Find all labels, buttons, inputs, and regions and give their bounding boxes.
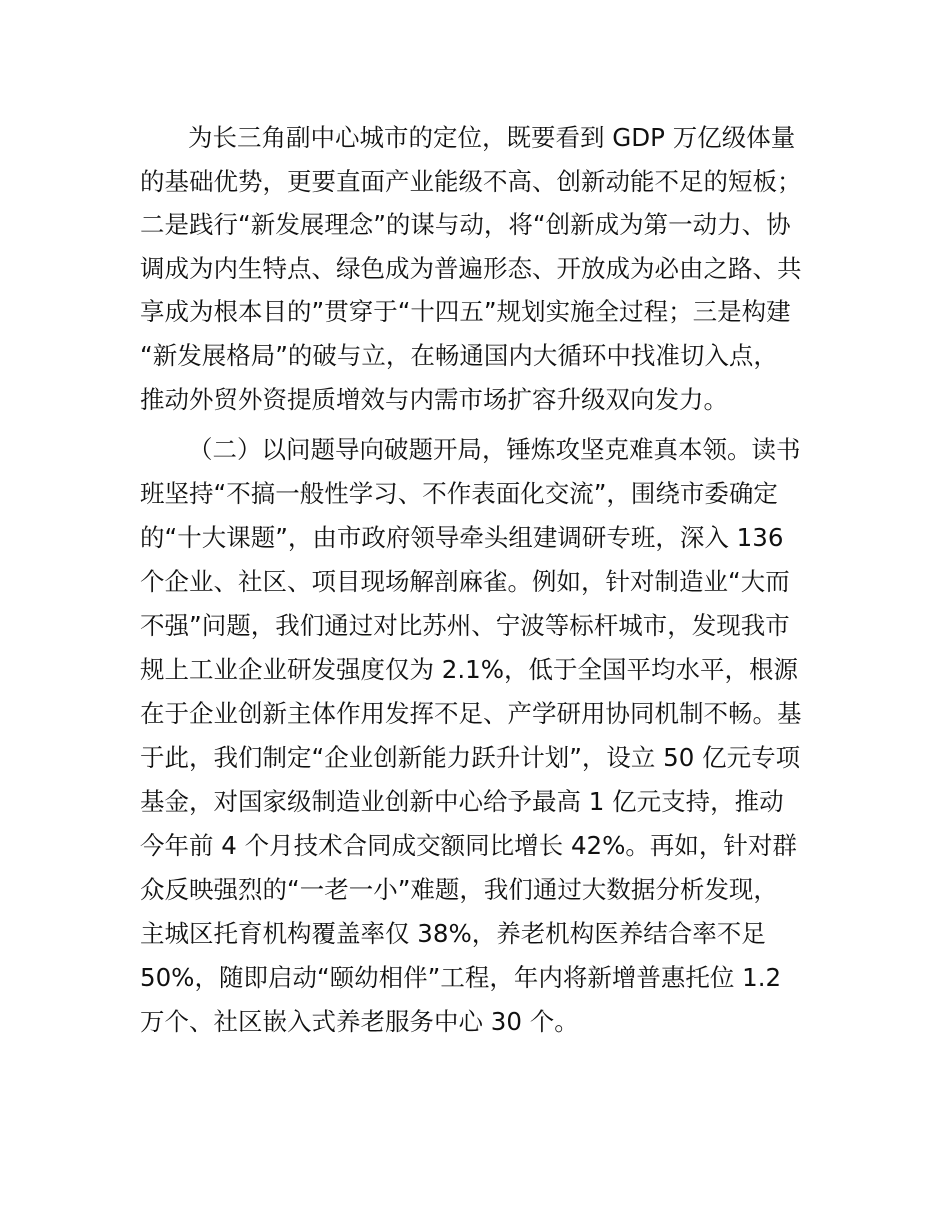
paragraph-2-line-4: 个企业、社区、项目现场解剖麻雀。例如，针对制造业“大而 (140, 567, 790, 596)
paragraph-1-line-5: 享成为根本目的”贯穿于“十四五”规划实施全过程；三是构建 (140, 297, 791, 326)
paragraph-2-line-6: 规上工业企业研发强度仅为 2.1%，低于全国平均水平，根源 (140, 655, 799, 684)
paragraph-1-line-3: 二是践行“新发展理念”的谋与动，将“创新成为第一动力、协 (140, 210, 791, 239)
paragraph-2-line-11: 众反映强烈的“一老一小”难题，我们通过大数据分析发现， (140, 875, 778, 904)
paragraph-2-line-5: 不强”问题，我们通过对比苏州、宁波等标杆城市，发现我市 (140, 611, 790, 640)
paragraph-2-line-7: 在于企业创新主体作用发挥不足、产学研用协同机制不畅。基 (140, 699, 802, 728)
paragraph-1-line-1: 为长三角副中心城市的定位，既要看到 GDP 万亿级体量 (188, 123, 796, 152)
paragraph-2-line-1: （二）以问题导向破题开局，锤炼攻坚克难真本领。读书 (188, 435, 801, 464)
paragraph-2-line-3: 的“十大课题”，由市政府领导牵头组建调研专班，深入 136 (140, 523, 784, 552)
paragraph-1-line-7: 推动外贸外资提质增效与内需市场扩容升级双向发力。 (140, 385, 728, 414)
paragraph-2-line-13: 50%，随即启动“颐幼相伴”工程，年内将新增普惠托位 1.2 (140, 963, 782, 992)
paragraph-2-line-9: 基金，对国家级制造业创新中心给予最高 1 亿元支持，推动 (140, 787, 784, 816)
paragraph-2-line-10: 今年前 4 个月技术合同成交额同比增长 42%。再如，针对群 (140, 831, 797, 860)
paragraph-1-line-4: 调成为内生特点、绿色成为普遍形态、开放成为必由之路、共 (140, 254, 802, 283)
paragraph-2-line-8: 于此，我们制定“企业创新能力跃升计划”，设立 50 亿元专项 (140, 743, 801, 772)
paragraph-1-line-2: 的基础优势，更要直面产业能级不高、创新动能不足的短板； (140, 167, 802, 196)
paragraph-2-line-12: 主城区托育机构覆盖率仅 38%，养老机构医养结合率不足 (140, 919, 766, 948)
paragraph-2-line-14: 万个、社区嵌入式养老服务中心 30 个。 (140, 1007, 579, 1036)
paragraph-2-line-2: 班坚持“不搞一般性学习、不作表面化交流”，围绕市委确定 (140, 479, 778, 508)
paragraph-1-line-6: “新发展格局”的破与立，在畅通国内大循环中找准切入点， (140, 341, 778, 370)
